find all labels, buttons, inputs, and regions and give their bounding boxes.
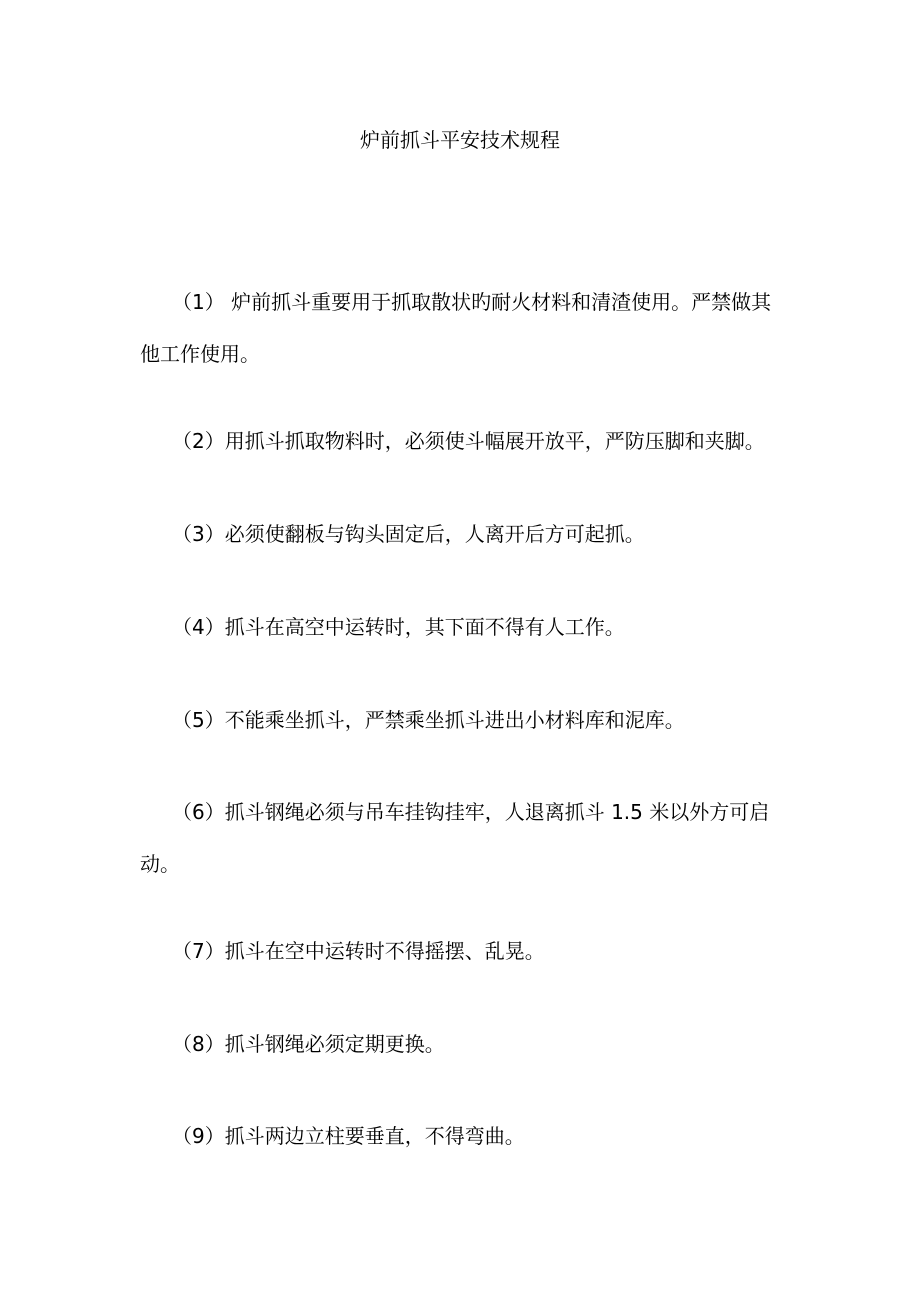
rule-item-4: （4）抓斗在高空中运转时，其下面不得有人工作。 — [172, 615, 625, 639]
document-title: 炉前抓斗平安技术规程 — [360, 128, 560, 152]
rule-item-6: （6）抓斗钢绳必须与吊车挂钩挂牢，人退离抓斗 1.5 米以外方可启动。 — [140, 800, 770, 876]
rule-item-9: （9）抓斗两边立柱要垂直，不得弯曲。 — [172, 1124, 525, 1148]
rule-item-5: （5）不能乘坐抓斗，严禁乘坐抓斗进出小材料库和泥库。 — [172, 708, 685, 732]
rule-item-2: （2）用抓斗抓取物料时，必须使斗幅展开放平，严防压脚和夹脚。 — [172, 429, 765, 453]
rule-item-8: （8）抓斗钢绳必须定期更换。 — [172, 1032, 445, 1056]
rule-item-1: （1） 炉前抓斗重要用于抓取散状旳耐火材料和清渣使用。严禁做其他工作使用。 — [140, 290, 772, 366]
rule-item-7: （7）抓斗在空中运转时不得摇摆、乱晃。 — [172, 939, 545, 963]
rule-item-3: （3）必须使翻板与钩头固定后，人离开后方可起抓。 — [172, 522, 645, 546]
